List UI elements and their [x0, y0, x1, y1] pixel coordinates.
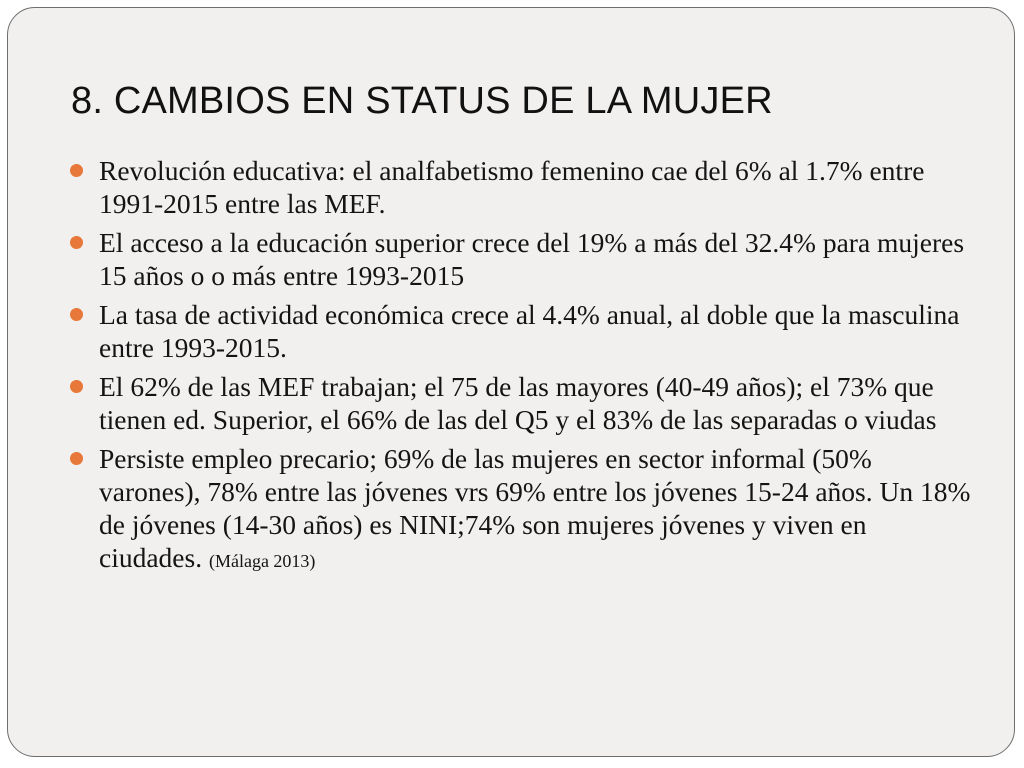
- bullet-item-3: [68, 298, 973, 364]
- bullet-item-1: [68, 154, 973, 220]
- bullet-dot-icon: [70, 308, 83, 321]
- bullet-dot-icon: [70, 380, 83, 393]
- bullet-item-5: [68, 442, 973, 578]
- bullet-text-1: Revolución educativa: el analfabetismo femenino cae del 6% al 1.7% entre 1991-2015 entre las MEF.: [99, 155, 925, 219]
- bullet-list: [68, 154, 973, 584]
- bullet-text-2: El acceso a la educación superior crece del 19% a más del 32.4% para mujeres 15 años o o más entre 1993-2015: [99, 227, 965, 291]
- citation: (Málaga 2013): [208, 551, 316, 571]
- bullet-dot-icon: [70, 164, 83, 177]
- slide-frame: [7, 7, 1015, 757]
- bullet-item-2: [68, 226, 973, 292]
- bullet-item-4: [68, 370, 973, 436]
- bullet-dot-icon: [70, 236, 83, 249]
- slide-title: 8. CAMBIOS EN STATUS DE LA MUJER: [71, 80, 773, 122]
- bullet-text-4: El 62% de las MEF trabajan; el 75 de las mayores (40-49 años); el 73% que tienen ed. Superior, el 66% de las del Q5 y el 83% de las separadas o viudas: [99, 371, 937, 435]
- bullet-text-3: La tasa de actividad económica crece al 4.4% anual, al doble que la masculina entre 1993-2015.: [99, 299, 960, 363]
- bullet-dot-icon: [70, 452, 83, 465]
- bullet-text-5: Persiste empleo precario; 69% de las mujeres en sector informal (50% varones), 78% entre las jóvenes vrs 69% entre los jóvenes 15-24 años. Un 18% de jóvenes (14-30 años) es NINI;74% son mujeres jóvenes y viven en ciudades.: [99, 443, 971, 573]
